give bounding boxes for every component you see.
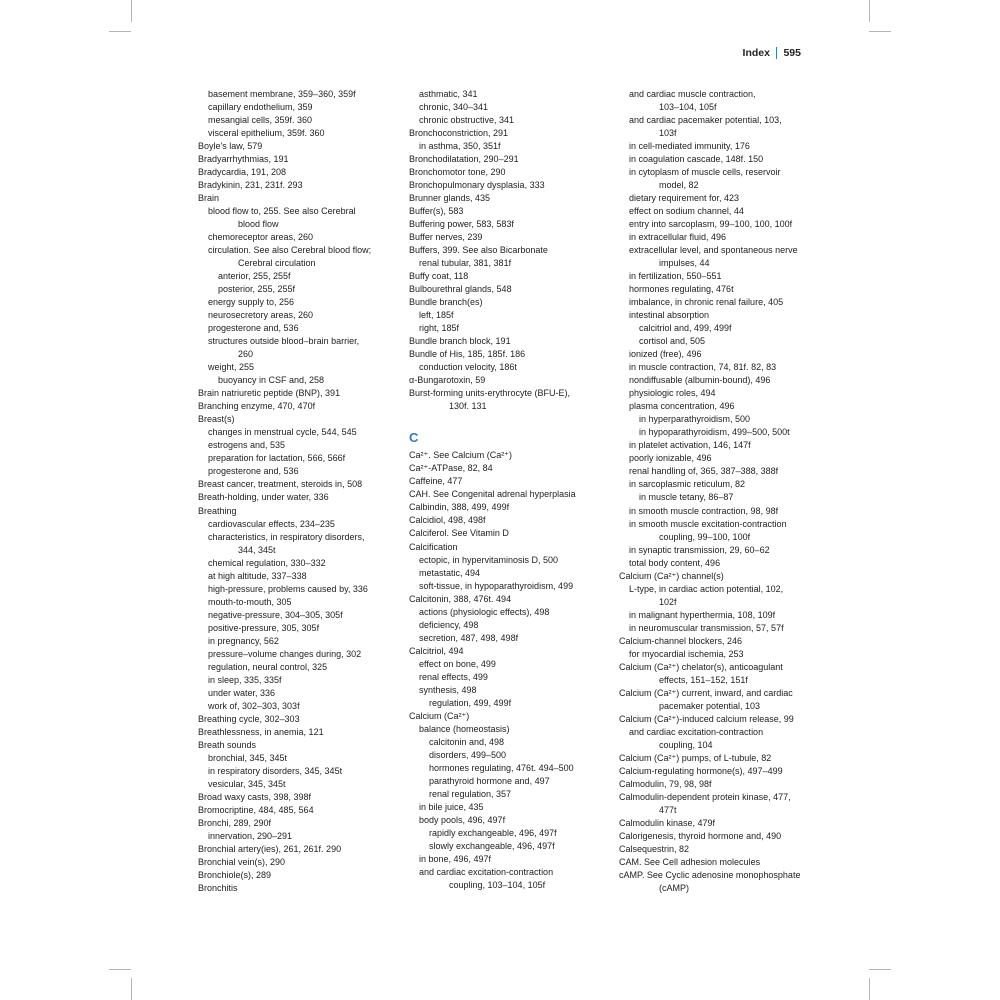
index-subentry: nondiffusable (albumin-bound), 496 (629, 375, 771, 386)
index-subentry: physiologic roles, 494 (629, 388, 716, 399)
index-subentry: progesterone and, 536 (208, 323, 299, 334)
index-entry: Calcium-channel blockers, 246 (619, 635, 743, 646)
index-subentry: intestinal absorption (629, 310, 710, 321)
index-entry: Bromocriptine, 484, 485, 564 (198, 804, 314, 815)
index-entry: Burst-forming units-erythrocyte (BFU-E), (409, 388, 571, 399)
index-subentry: renal handling of, 365, 387–388, 388f (629, 466, 779, 477)
index-subentry: anterior, 255, 255f (218, 271, 291, 282)
crop-mark (869, 978, 870, 1000)
index-entry: Brain (198, 193, 220, 204)
index-subentry: in extracellular fluid, 496 (629, 232, 727, 243)
index-subentry: effect on bone, 499 (419, 658, 496, 669)
index-subentry: ionized (free), 496 (629, 349, 702, 360)
index-subentry: in smooth muscle excitation-contraction (629, 518, 787, 529)
index-entry: Bronchial vein(s), 290 (198, 856, 286, 867)
index-subentry: work of, 302–303, 303f (208, 700, 300, 711)
index-subentry: effects, 151–152, 151f (659, 674, 748, 685)
index-column-3 (619, 88, 800, 895)
index-entry: Bulbourethral glands, 548 (409, 284, 512, 295)
index-subentry: actions (physiologic effects), 498 (419, 606, 550, 617)
index-subentry: renal tubular, 381, 381f (419, 258, 512, 269)
index-subentry: chemoreceptor areas, 260 (208, 232, 314, 243)
index-subentry: balance (homeostasis) (419, 723, 510, 734)
index-subentry: in platelet activation, 146, 147f (629, 440, 751, 451)
index-subentry: and cardiac muscle contraction, (629, 89, 756, 99)
index-entry: Calmodulin, 79, 98, 98f (619, 778, 712, 789)
index-subentry: extracellular level, and spontaneous nerve (629, 245, 798, 256)
index-entry: Bronchitis (198, 882, 238, 893)
index-entry: Calcitonin, 388, 476t. 494 (409, 593, 512, 604)
index-entry: CAM. See Cell adhesion molecules (619, 856, 761, 867)
index-subentry: hormones regulating, 476t (629, 284, 734, 295)
index-entry: Brain natriuretic peptide (BNP), 391 (198, 388, 341, 399)
index-subentry: 130f. 131 (449, 401, 487, 412)
index-subentry: imbalance, in chronic renal failure, 405 (629, 297, 784, 308)
index-column-2 (409, 88, 576, 892)
index-subentry: visceral epithelium, 359f. 360 (208, 128, 325, 139)
index-entry: Broad waxy casts, 398, 398f (198, 791, 312, 802)
index-entry: Calcium (Ca²⁺)-induced calcium release, 99 (619, 713, 794, 724)
index-subentry: calcitriol and, 499, 499f (639, 323, 732, 334)
index-entry: Calmodulin-dependent protein kinase, 477, (619, 791, 791, 802)
index-subentry: 344, 345t (238, 544, 276, 555)
index-subentry: in neuromuscular transmission, 57, 57f (629, 622, 784, 633)
index-subentry: (cAMP) (659, 882, 689, 893)
index-entry: Calsequestrin, 82 (619, 843, 690, 854)
index-subentry: body pools, 496, 497f (419, 814, 506, 825)
index-subentry: coupling, 104 (659, 739, 713, 750)
index-subentry: soft-tissue, in hypoparathyroidism, 499 (419, 580, 574, 591)
index-entry: Calcification (409, 541, 458, 552)
index-subentry: chronic obstructive, 341 (419, 115, 515, 126)
index-subentry: in asthma, 350, 351f (419, 141, 501, 152)
index-subentry: 477t (659, 804, 677, 815)
index-entry: Breath-holding, under water, 336 (198, 492, 329, 503)
index-subentry: in cytoplasm of muscle cells, reservoir (629, 167, 781, 178)
index-entry: Breath sounds (198, 739, 257, 750)
index-entry: Bronchodilatation, 290–291 (409, 154, 519, 165)
crop-mark (131, 978, 132, 1000)
index-subentry: capillary endothelium, 359 (208, 102, 313, 113)
crop-mark (869, 0, 870, 22)
index-subentry: in smooth muscle contraction, 98, 98f (629, 505, 779, 516)
index-subentry: at high altitude, 337–338 (208, 570, 307, 581)
index-subentry: impulses, 44 (659, 258, 710, 269)
index-subentry: in respiratory disorders, 345, 345t (208, 765, 343, 776)
index-subentry: right, 185f (419, 323, 460, 334)
index-entry: cAMP. See Cyclic adenosine monophosphate (619, 869, 801, 880)
index-subentry: in sleep, 335, 335f (208, 674, 282, 685)
index-subentry: in hypoparathyroidism, 499–500, 500t (639, 427, 790, 438)
index-subentry: conduction velocity, 186t (419, 362, 517, 373)
index-subentry: asthmatic, 341 (419, 89, 478, 99)
index-subentry: basement membrane, 359–360, 359f (208, 89, 356, 99)
index-entry: Bundle branch block, 191 (409, 336, 511, 347)
index-entry: Ca²⁺-ATPase, 82, 84 (409, 463, 493, 474)
index-subentry: in synaptic transmission, 29, 60–62 (629, 544, 770, 555)
index-subentry: deficiency, 498 (419, 619, 479, 630)
index-subentry: secretion, 487, 498, 498f (419, 632, 519, 643)
index-subentry: regulation, neural control, 325 (208, 661, 328, 672)
index-entry: Buffers, 399. See also Bicarbonate (409, 245, 548, 256)
index-entry: Buffer nerves, 239 (409, 232, 483, 243)
index-entry: Breast cancer, treatment, steroids in, 508 (198, 479, 363, 490)
index-subentry: entry into sarcoplasm, 99–100, 100, 100f (629, 219, 793, 230)
index-entry: Calcium (Ca²⁺) (409, 710, 470, 721)
index-subentry: calcitonin and, 498 (429, 736, 505, 747)
index-subentry: posterior, 255, 255f (218, 284, 296, 295)
index-subentry: 103f (659, 128, 677, 139)
index-subentry: model, 82 (659, 180, 699, 191)
index-entry: Buffer(s), 583 (409, 206, 464, 217)
index-entry: Brunner glands, 435 (409, 193, 491, 204)
index-subentry: rapidly exchangeable, 496, 497f (429, 827, 557, 838)
index-subentry: renal regulation, 357 (429, 788, 512, 799)
index-subentry: and cardiac excitation-contraction (629, 726, 764, 737)
index-subentry: structures outside blood–brain barrier, (208, 336, 360, 347)
index-subentry: high-pressure, problems caused by, 336 (208, 583, 368, 594)
index-entry: Calcium (Ca²⁺) chelator(s), anticoagulant (619, 661, 783, 672)
index-entry: Bradykinin, 231, 231f. 293 (198, 180, 303, 191)
index-entry: Caffeine, 477 (409, 476, 463, 487)
index-entry: Bronchoconstriction, 291 (409, 128, 509, 139)
index-entry: Calorigenesis, thyroid hormone and, 490 (619, 830, 782, 841)
index-subentry: weight, 255 (208, 362, 255, 373)
index-subentry: L-type, in cardiac action potential, 102, (629, 583, 784, 594)
index-subentry: 103–104, 105f (659, 102, 717, 113)
index-subentry: mesangial cells, 359f. 360 (208, 115, 313, 126)
index-subentry: effect on sodium channel, 44 (629, 206, 744, 217)
index-entry: Calcitriol, 494 (409, 645, 464, 656)
index-subentry: dietary requirement for, 423 (629, 193, 740, 204)
index-subentry: plasma concentration, 496 (629, 401, 735, 412)
section-label: Index (742, 47, 770, 59)
index-subentry: buoyancy in CSF and, 258 (218, 375, 325, 386)
index-subentry: chronic, 340–341 (419, 102, 489, 113)
index-subentry: cortisol and, 505 (639, 336, 706, 347)
index-subentry: regulation, 499, 499f (429, 697, 512, 708)
index-subentry: energy supply to, 256 (208, 297, 295, 308)
index-subentry: disorders, 499–500 (429, 749, 507, 760)
index-entry: α-Bungarotoxin, 59 (409, 375, 486, 386)
index-subentry: in coagulation cascade, 148f. 150 (629, 154, 764, 165)
index-entry: Bronchiole(s), 289 (198, 869, 272, 880)
index-subentry: positive-pressure, 305, 305f (208, 622, 320, 633)
page-number: 595 (783, 47, 801, 59)
index-subentry: in pregnancy, 562 (208, 635, 279, 646)
index-column-1 (198, 88, 371, 895)
index-subentry: coupling, 103–104, 105f (449, 879, 546, 890)
index-entry: Buffy coat, 118 (409, 271, 469, 282)
index-entry: Buffering power, 583, 583f (409, 219, 514, 230)
index-entry: Breathing cycle, 302–303 (198, 713, 300, 724)
crop-mark (869, 31, 891, 32)
index-entry: Calbindin, 388, 499, 499f (409, 502, 510, 513)
index-subentry: 102f (659, 596, 677, 607)
header-separator (776, 47, 778, 59)
index-subentry: in bone, 496, 497f (419, 853, 492, 864)
index-subentry: estrogens and, 535 (208, 440, 286, 451)
index-entry: Calmodulin kinase, 479f (619, 817, 716, 828)
index-subentry: preparation for lactation, 566, 566f (208, 453, 346, 464)
index-subentry: ectopic, in hypervitaminosis D, 500 (419, 554, 559, 565)
crop-mark (109, 969, 131, 970)
index-entry: CAH. See Congenital adrenal hyperplasia (409, 489, 576, 500)
index-entry: Calcium-regulating hormone(s), 497–499 (619, 765, 783, 776)
index-subentry: negative-pressure, 304–305, 305f (208, 609, 343, 620)
index-entry: Calcidiol, 498, 498f (409, 515, 486, 526)
index-subentry: blood flow to, 255. See also Cerebral (208, 206, 356, 217)
index-subentry: total body content, 496 (629, 557, 721, 568)
index-subentry: cardiovascular effects, 234–235 (208, 518, 335, 529)
crop-mark (109, 31, 131, 32)
index-subentry: for myocardial ischemia, 253 (629, 648, 744, 659)
index-subentry: poorly ionizable, 496 (629, 453, 712, 464)
index-subentry: circulation. See also Cerebral blood flow; (208, 245, 372, 256)
index-subentry: metastatic, 494 (419, 567, 481, 578)
index-subentry: in fertilization, 550–551 (629, 271, 722, 282)
index-entry: Calcium (Ca²⁺) current, inward, and cardiac (619, 687, 793, 698)
index-subentry: innervation, 290–291 (208, 830, 293, 841)
running-header (743, 47, 801, 59)
index-subentry: and cardiac pacemaker potential, 103, (629, 115, 782, 126)
index-entry: Branching enzyme, 470, 470f (198, 401, 316, 412)
index-subentry: under water, 336 (208, 687, 276, 698)
index-entry: Bradycardia, 191, 208 (198, 167, 287, 178)
index-subentry: chemical regulation, 330–332 (208, 557, 326, 568)
index-entry: Boyle's law, 579 (198, 141, 263, 152)
index-subentry: pacemaker potential, 103 (659, 700, 761, 711)
index-subentry: slowly exchangeable, 496, 497f (429, 840, 555, 851)
section-letter-heading: C (409, 430, 419, 446)
index-subentry: mouth-to-mouth, 305 (208, 596, 292, 607)
index-subentry: changes in menstrual cycle, 544, 545 (208, 427, 357, 438)
index-subentry: parathyroid hormone and, 497 (429, 775, 550, 786)
index-subentry: characteristics, in respiratory disorders, (208, 531, 365, 542)
index-subentry: renal effects, 499 (419, 671, 488, 682)
index-entry: Bronchomotor tone, 290 (409, 167, 506, 178)
index-entry: Breathlessness, in anemia, 121 (198, 726, 324, 737)
index-entry: Ca²⁺. See Calcium (Ca²⁺) (409, 450, 513, 461)
index-subentry: blood flow (238, 219, 279, 230)
crop-mark (869, 969, 891, 970)
index-entry: Bundle branch(es) (409, 297, 483, 308)
index-subentry: vesicular, 345, 345t (208, 778, 286, 789)
index-subentry: coupling, 99–100, 100f (659, 531, 751, 542)
index-entry: Breathing (198, 505, 237, 516)
index-subentry: in muscle tetany, 86–87 (639, 492, 734, 503)
index-entry: Calcium (Ca²⁺) channel(s) (619, 570, 724, 581)
index-subentry: in malignant hyperthermia, 108, 109f (629, 609, 776, 620)
index-subentry: left, 185f (419, 310, 454, 321)
index-subentry: bronchial, 345, 345t (208, 752, 288, 763)
crop-mark (131, 0, 132, 22)
index-subentry: synthesis, 498 (419, 684, 477, 695)
index-subentry: in cell-mediated immunity, 176 (629, 141, 750, 152)
index-subentry: in sarcoplasmic reticulum, 82 (629, 479, 746, 490)
index-subentry: Cerebral circulation (238, 258, 316, 269)
index-subentry: in muscle contraction, 74, 81f. 82, 83 (629, 362, 777, 373)
index-entry: Bronchi, 289, 290f (198, 817, 272, 828)
index-subentry: 260 (238, 349, 254, 360)
index-subentry: in hyperparathyroidism, 500 (639, 414, 751, 425)
index-entry: Bronchial artery(ies), 261, 261f. 290 (198, 843, 342, 854)
index-subentry: hormones regulating, 476t. 494–500 (429, 762, 574, 773)
index-subentry: pressure–volume changes during, 302 (208, 648, 362, 659)
index-entry: Breast(s) (198, 414, 235, 425)
index-subentry: and cardiac excitation-contraction (419, 866, 554, 877)
index-subentry: neurosecretory areas, 260 (208, 310, 314, 321)
index-entry: Calcium (Ca²⁺) pumps, of L-tubule, 82 (619, 752, 772, 763)
index-subentry: in bile juice, 435 (419, 801, 484, 812)
index-entry: Bundle of His, 185, 185f. 186 (409, 349, 526, 360)
index-entry: Bronchopulmonary dysplasia, 333 (409, 180, 545, 191)
index-entry: Bradyarrhythmias, 191 (198, 154, 289, 165)
index-entry: Calciferol. See Vitamin D (409, 528, 509, 539)
index-subentry: progesterone and, 536 (208, 466, 299, 477)
